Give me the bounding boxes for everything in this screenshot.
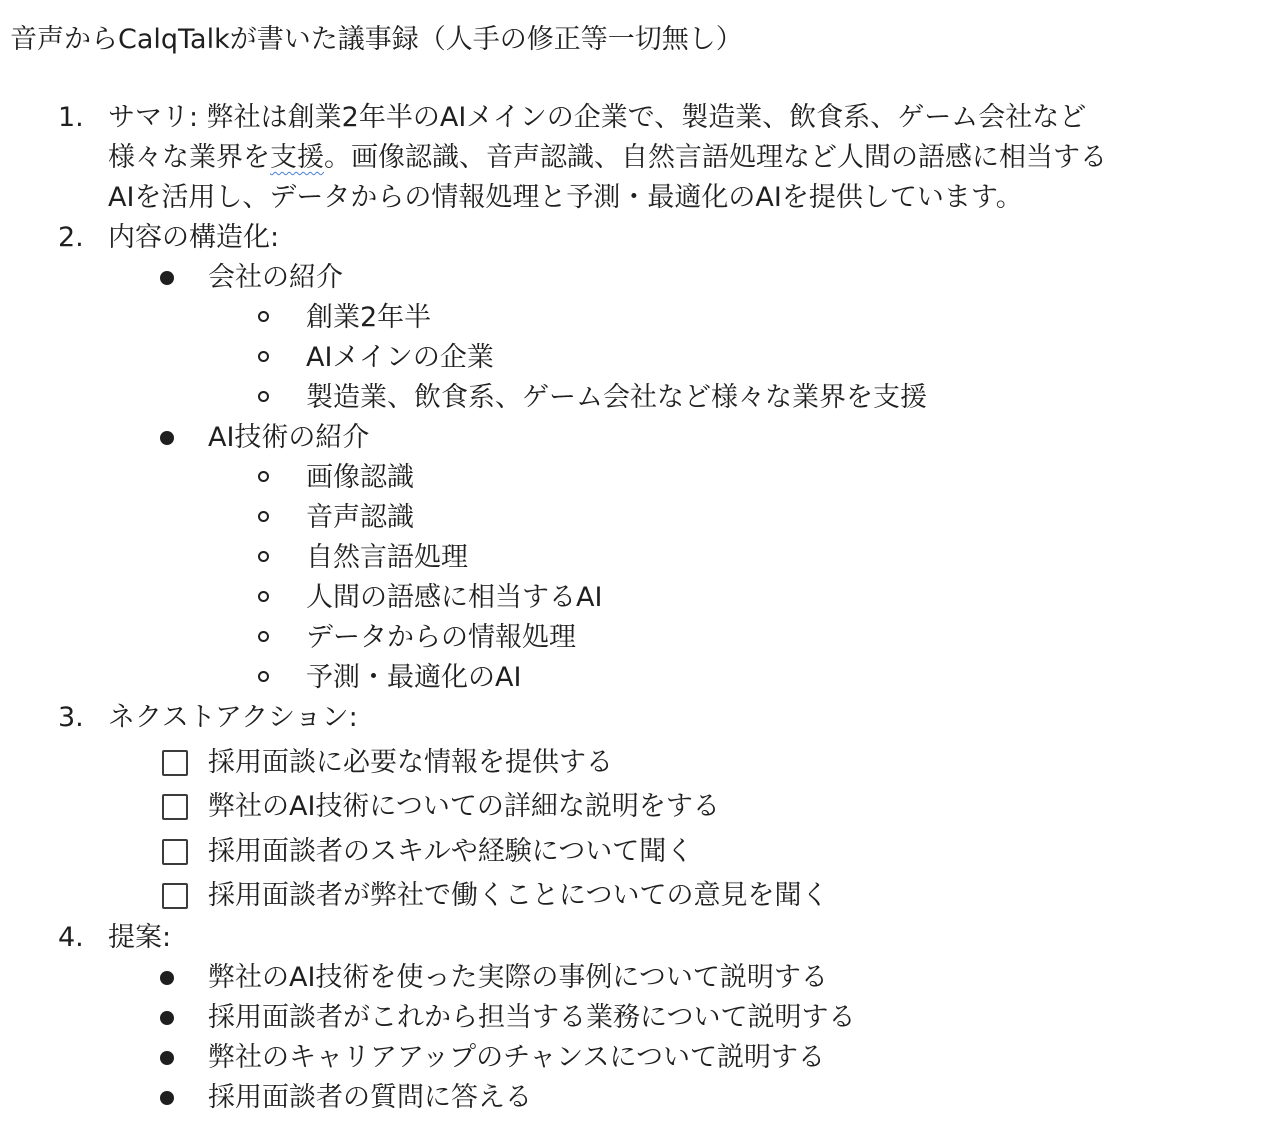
- hollow-bullet-icon: [258, 631, 269, 642]
- bullet-icon: [160, 971, 174, 985]
- bullet-icon: [160, 1091, 174, 1105]
- list-item-text: 製造業、飲食系、ゲーム会社など様々な業界を支援: [306, 382, 927, 413]
- list-item-text: 創業2年半: [306, 302, 432, 333]
- hollow-bullet-icon: [258, 311, 269, 322]
- list-item-text: 採用面談者がこれから担当する業務について説明する: [208, 1002, 856, 1033]
- group-label: AI技術の紹介: [208, 422, 370, 453]
- group-label: 会社の紹介: [208, 262, 343, 293]
- spellcheck-flagged-word[interactable]: 支援: [270, 142, 324, 173]
- checklist-item: [0, 787, 1280, 827]
- hollow-bullet-icon: [258, 391, 269, 402]
- checklist-item: [0, 743, 1280, 783]
- checklist-item-text: 弊社のAI技術についての詳細な説明をする: [208, 791, 720, 822]
- list-item: [0, 1038, 1280, 1078]
- summary-line-2-end: 。画像認識、音声認識、自然言語処理など人間の語感に相当する: [324, 142, 1107, 173]
- list-item-text: AIメインの企業: [306, 342, 494, 373]
- list-item: [0, 618, 1280, 658]
- checklist-item-text: 採用面談者のスキルや経験について聞く: [208, 836, 694, 867]
- list-item-group: [0, 418, 1280, 458]
- list-item-text: 画像認識: [306, 462, 414, 493]
- checklist-item: [0, 832, 1280, 872]
- list-item: [0, 578, 1280, 618]
- hollow-bullet-icon: [258, 351, 269, 362]
- bullet-icon: [160, 1051, 174, 1065]
- list-item-text: 音声認識: [306, 502, 414, 533]
- list-item: [0, 458, 1280, 498]
- bullet-icon: [160, 431, 174, 445]
- summary-text: [108, 98, 1268, 218]
- bullet-icon: [160, 1011, 174, 1025]
- list-item-group: [0, 258, 1280, 298]
- document-title: 音声からCalqTalkが書いた議事録（人手の修正等一切無し）: [10, 24, 743, 55]
- summary-line-1: サマリ: 弊社は創業2年半のAIメインの企業で、製造業、飲食系、ゲーム会社など: [108, 102, 1087, 133]
- list-item-text: 弊社のキャリアアップのチャンスについて説明する: [208, 1042, 825, 1073]
- section-number: 4.: [58, 922, 84, 953]
- checklist-item-text: 採用面談者が弊社で働くことについての意見を聞く: [208, 880, 829, 911]
- hollow-bullet-icon: [258, 511, 269, 522]
- list-item-text: 自然言語処理: [306, 542, 468, 573]
- checklist-item-text: 採用面談に必要な情報を提供する: [208, 747, 613, 778]
- list-item: [0, 998, 1280, 1038]
- list-item: [0, 498, 1280, 538]
- checkbox[interactable]: [162, 883, 188, 909]
- list-item: [0, 538, 1280, 578]
- list-item: [0, 658, 1280, 698]
- section-number: 1.: [58, 102, 84, 133]
- section-heading: ネクストアクション:: [108, 702, 358, 733]
- hollow-bullet-icon: [258, 591, 269, 602]
- summary-line-3: AIを活用し、データからの情報処理と予測・最適化のAIを提供しています。: [108, 182, 1023, 213]
- hollow-bullet-icon: [258, 671, 269, 682]
- summary-line-2: [108, 138, 1268, 178]
- bullet-icon: [160, 271, 174, 285]
- list-item: [0, 378, 1280, 418]
- checklist-item: [0, 876, 1280, 916]
- section-heading: 提案:: [108, 922, 172, 953]
- list-item-text: 弊社のAI技術を使った実際の事例について説明する: [208, 962, 828, 993]
- summary-line-2-start: 様々な業界を: [108, 142, 270, 173]
- list-item-text: 人間の語感に相当するAI: [306, 582, 603, 613]
- hollow-bullet-icon: [258, 471, 269, 482]
- list-item-text: 採用面談者の質問に答える: [208, 1082, 532, 1113]
- list-item-text: データからの情報処理: [306, 622, 576, 653]
- list-item: [0, 298, 1280, 338]
- checkbox[interactable]: [162, 794, 188, 820]
- checkbox[interactable]: [162, 839, 188, 865]
- list-item: [0, 1078, 1280, 1118]
- list-item: [0, 338, 1280, 378]
- checkbox[interactable]: [162, 750, 188, 776]
- hollow-bullet-icon: [258, 551, 269, 562]
- list-item-text: 予測・最適化のAI: [306, 662, 522, 693]
- section-heading: 内容の構造化:: [108, 222, 280, 253]
- section-number: 3.: [58, 702, 84, 733]
- section-number: 2.: [58, 222, 84, 253]
- list-item: [0, 958, 1280, 998]
